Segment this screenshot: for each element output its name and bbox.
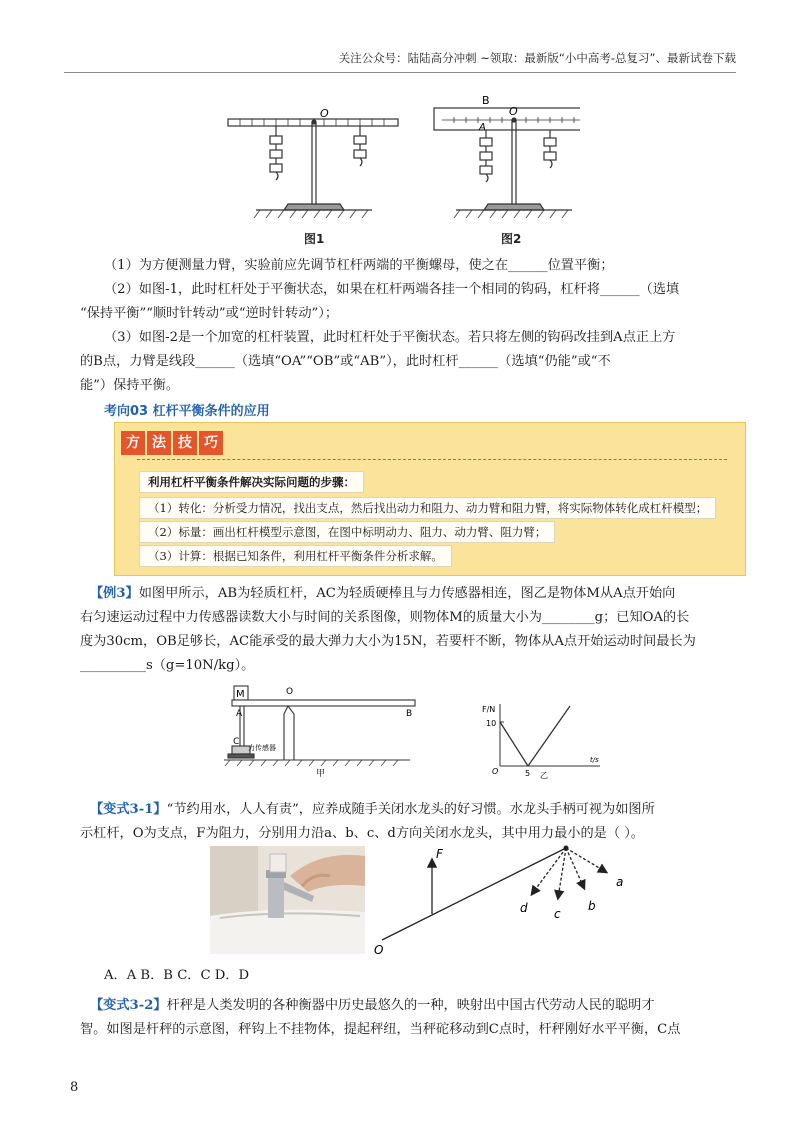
example3-figure-jia [220,680,430,780]
page-header: 关注公众号：陆陆高分冲刺 ~领取：最新版“小中高考-总复习”、最新试卷下载 [338,51,736,65]
yi-xlabel: t/s [590,756,599,764]
example3-line1 [90,582,754,606]
jia-label-A: A [236,709,243,719]
yi-xtick: 5 [525,769,531,778]
question-3-line3: 能”）保持平衡。 [80,378,180,393]
direction-d [532,848,566,894]
fig2-label-B: B [482,94,490,107]
example3-line4: __________s（g=10N/kg）。 [80,658,255,673]
header-divider [64,72,736,73]
faucet-lever-diagram [372,840,632,958]
yi-line-rising [528,706,570,766]
yi-ytick: 10 [486,719,497,728]
fig2-caption: 图2 [501,232,522,246]
section-title: 考向03 杠杆平衡条件的应用 [104,404,270,419]
variant31-tag: 【变式3-1】 [90,802,167,817]
jia-label-B: B [406,709,413,719]
diagram-label-a: a [616,875,624,889]
yi-caption: 乙 [540,771,548,780]
direction-a [566,848,606,872]
yi-line-falling [500,722,528,766]
tip-tag-char-2: 法 [147,431,171,455]
variant31-options: A．A B．B C．C D．D [104,968,250,983]
tip-tag-char-3: 技 [173,431,197,455]
tip-step-1: （1）转化：分析受力情况，找出支点，然后找出动力和阻力、动力臂和阻力臂，将实际物体转化成杠杆模型； [139,497,716,519]
diagram-label-F: F [436,847,443,861]
diagram-label-O: O [374,943,384,957]
tip-tag-char-4: 巧 [199,431,223,455]
variant31-text1: “节约用水，人人有责”，应养成随手关闭水龙头的好习惯。水龙头手柄可视为如图所 [166,802,655,817]
question-2-line2: “保持平衡”“顺时针转动”或“逆时针转动”）； [80,306,339,321]
example3-text1: 如图甲所示，AB为轻质杠杆，AC为轻质硬棒且与力传感器相连，图乙是物体M从A点开始向 [138,586,676,601]
tip-dashed-divider [137,459,727,460]
example3-tag: 【例3】 [90,586,139,601]
jia-caption: 甲 [316,769,326,779]
lever-line [382,848,566,940]
question-3-line2: 的B点，力臂是线段______（选填“OA”“OB”或“AB”），此时杠杆______（选填“仍能”或“不 [80,354,611,369]
direction-c [558,848,566,898]
tip-step-3: （3）计算：根据已知条件，利用杠杆平衡条件分析求解。 [139,545,452,567]
fig2-label-A: A [479,122,486,133]
jia-label-C: C [233,737,240,747]
fig1-label-O: O [320,107,329,120]
example3-figure-yi [478,696,608,780]
example3-line3: 度为30cm，OB足够长，AC能承受的最大弹力大小为15N，若要杆不断，物体从A点开始运动时间最长为 [80,634,696,649]
yi-ylabel: F/N [482,705,496,714]
question-3-line1: （3）如图-2是一个加宽的杠杆装置，此时杠杆处于平衡状态。若只将左侧的钩码改挂到A点正上方 [104,330,676,345]
question-2-line1: （2）如图-1，此时杠杆处于平衡状态，如果在杠杆两端各挂一个相同的钩码，杠杆将______（选填 [104,282,680,297]
figure-2-lever [434,108,580,218]
example3-line2: 右匀速运动过程中力传感器读数大小与时间的关系图像，则物体M的质量大小为________g；已知OA的长 [80,610,690,625]
variant32-line2: 智。如图是杆秤的示意图，秤钩上不挂物体，提起秤纽，当秤砣移动到C点时，杆秤刚好水平平衡，C点 [80,1022,681,1037]
diagram-label-b: b [588,899,596,913]
jia-label-O: O [286,687,294,697]
tip-tag-char-1: 方 [121,431,145,455]
variant32-line1 [90,994,754,1018]
method-tips-box [114,422,746,576]
variant31-line1 [90,798,754,822]
lever-figures [220,92,580,252]
variant32-tag: 【变式3-2】 [90,998,167,1013]
jia-label-M: M [236,689,245,700]
variant32-text1: 杆秤是人类发明的各种衡器中历史最悠久的一种，映射出中国古代劳动人民的聪明才 [166,998,655,1013]
variant31-line2: 示杠杆，O为支点，F为阻力，分别用力沿a、b、c、d方向关闭水龙头，其中用力最小的是（ ）。 [80,826,644,841]
figure-1-lever [228,119,398,218]
fig2-label-O: O [509,105,518,118]
question-1: （1）为方便测量力臂，实验前应先调节杠杆两端的平衡螺母，使之在______位置平衡； [104,258,614,273]
faucet-photo [210,846,365,954]
diagram-label-c: c [554,907,561,921]
tip-step-2: （2）标量：画出杠杆模型示意图，在图中标明动力、阻力、动力臂、阻力臂； [139,521,555,543]
tip-title: 利用杠杆平衡条件解决实际问题的步骤： [139,471,364,493]
yi-origin: O [492,767,499,776]
jia-label-sensor: 力传感器 [248,744,276,752]
diagram-label-d: d [520,901,528,915]
fig1-caption: 图1 [304,232,325,246]
page-number: 8 [70,1080,79,1095]
